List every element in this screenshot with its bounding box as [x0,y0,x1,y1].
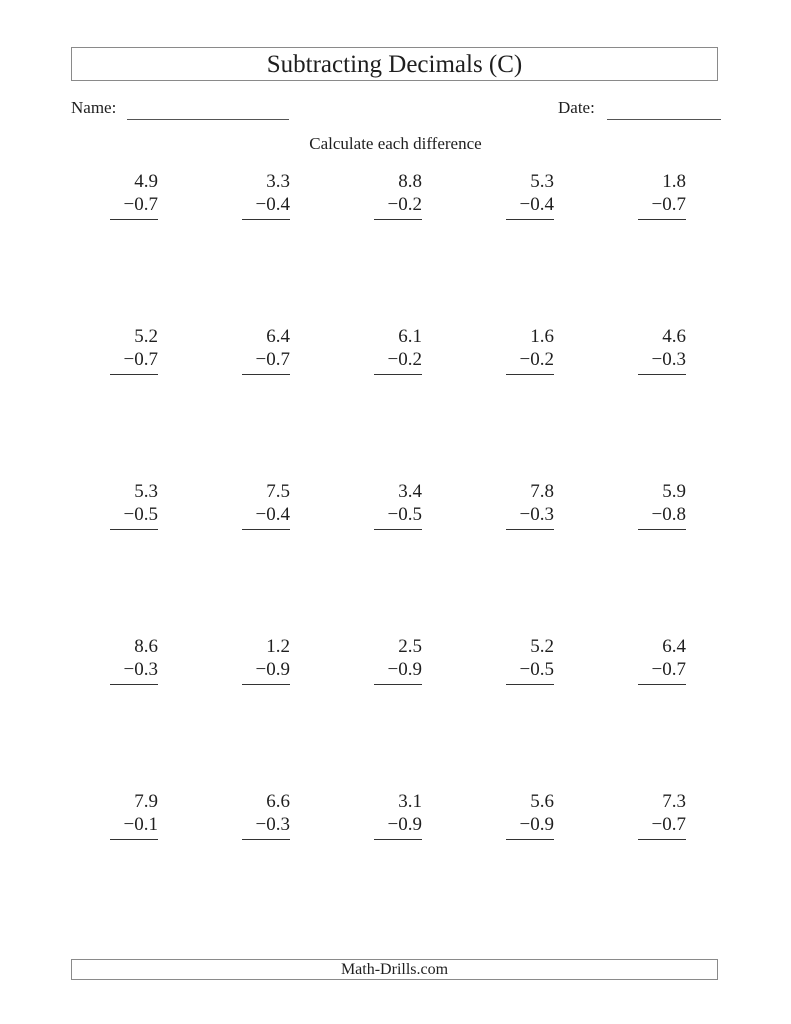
minuend: 3.3 [266,171,290,192]
minuend: 5.6 [530,791,554,812]
problem [638,171,686,229]
subtrahend: −0.5 [387,504,422,525]
subtrahend: −0.5 [123,504,158,525]
answer-line [374,529,422,530]
subtrahend: −0.4 [255,504,290,525]
answer-line [242,529,290,530]
problem [110,636,158,694]
name-line[interactable] [127,119,289,120]
minuend: 5.2 [134,326,158,347]
problem [110,326,158,384]
subtrahend: −0.3 [123,659,158,680]
problem [638,791,686,849]
minuend: 7.5 [266,481,290,502]
minuend: 6.1 [398,326,422,347]
answer-line [506,529,554,530]
problem [506,791,554,849]
problem [242,481,290,539]
answer-line [110,839,158,840]
problem [110,171,158,229]
subtrahend: −0.7 [123,349,158,370]
subtrahend: −0.5 [519,659,554,680]
subtrahend: −0.9 [255,659,290,680]
answer-line [638,529,686,530]
footer-site-name: Math-Drills.com [71,959,718,980]
problem [374,791,422,849]
answer-line [638,839,686,840]
minuend: 7.9 [134,791,158,812]
answer-line [242,219,290,220]
answer-line [110,374,158,375]
problem [506,636,554,694]
answer-line [506,684,554,685]
problem [506,326,554,384]
answer-line [506,374,554,375]
worksheet-title: Subtracting Decimals (C) [71,47,718,81]
answer-line [638,684,686,685]
minuend: 5.9 [662,481,686,502]
problem [242,636,290,694]
subtrahend: −0.3 [651,349,686,370]
subtrahend: −0.4 [255,194,290,215]
problem [242,791,290,849]
minuend: 3.1 [398,791,422,812]
answer-line [110,219,158,220]
minuend: 1.2 [266,636,290,657]
problem [374,481,422,539]
minuend: 7.8 [530,481,554,502]
answer-line [242,374,290,375]
problem [638,326,686,384]
problem [110,481,158,539]
subtrahend: −0.9 [387,814,422,835]
minuend: 1.8 [662,171,686,192]
problem [506,481,554,539]
subtrahend: −0.7 [255,349,290,370]
problem [374,171,422,229]
subtrahend: −0.2 [387,194,422,215]
name-label: Name: [71,98,117,117]
minuend: 5.3 [134,481,158,502]
answer-line [638,219,686,220]
problem [374,636,422,694]
problem [638,636,686,694]
date-line[interactable] [607,119,721,120]
answer-line [638,374,686,375]
problem [374,326,422,384]
minuend: 6.4 [266,326,290,347]
minuend: 4.9 [134,171,158,192]
answer-line [374,839,422,840]
minuend: 5.3 [530,171,554,192]
minuend: 8.6 [134,636,158,657]
subtrahend: −0.7 [651,194,686,215]
problem [242,171,290,229]
answer-line [506,219,554,220]
subtrahend: −0.7 [651,814,686,835]
minuend: 8.8 [398,171,422,192]
problem [506,171,554,229]
subtrahend: −0.4 [519,194,554,215]
subtrahend: −0.2 [519,349,554,370]
subtrahend: −0.2 [387,349,422,370]
instruction-text: Calculate each difference [309,134,482,153]
answer-line [374,684,422,685]
answer-line [242,684,290,685]
problem [242,326,290,384]
problem [638,481,686,539]
minuend: 2.5 [398,636,422,657]
answer-line [242,839,290,840]
subtrahend: −0.9 [387,659,422,680]
minuend: 4.6 [662,326,686,347]
answer-line [374,219,422,220]
subtrahend: −0.1 [123,814,158,835]
minuend: 3.4 [398,481,422,502]
answer-line [506,839,554,840]
minuend: 6.4 [662,636,686,657]
answer-line [110,684,158,685]
answer-line [374,374,422,375]
answer-line [110,529,158,530]
subtrahend: −0.8 [651,504,686,525]
subtrahend: −0.9 [519,814,554,835]
minuend: 7.3 [662,791,686,812]
date-label: Date: [558,98,595,117]
minuend: 6.6 [266,791,290,812]
subtrahend: −0.3 [255,814,290,835]
minuend: 1.6 [530,326,554,347]
subtrahend: −0.3 [519,504,554,525]
minuend: 5.2 [530,636,554,657]
problem [110,791,158,849]
subtrahend: −0.7 [651,659,686,680]
subtrahend: −0.7 [123,194,158,215]
